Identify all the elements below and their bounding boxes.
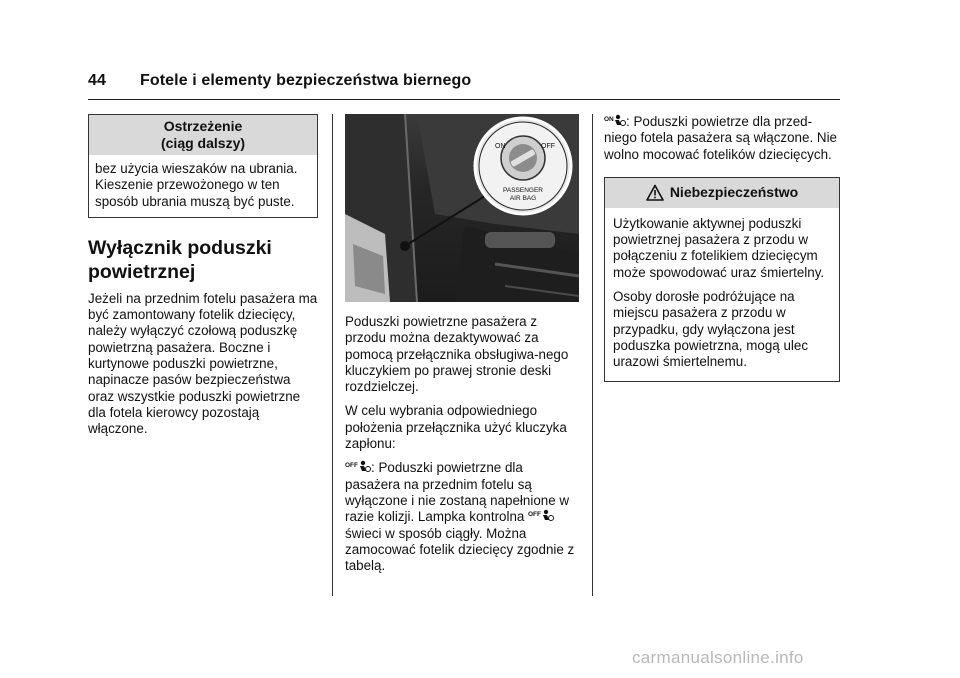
- para-airbag-on: [604, 114, 840, 163]
- page-number: 44: [88, 72, 106, 89]
- airbag-off-icon: [345, 460, 371, 473]
- para-deactivation: Poduszki powietrzne pasażera z przodu można dezaktywować za pomocą przełącznika obsługiwa-nego kluczykiem po prawej stronie deski rozdzielczej.: [345, 314, 569, 395]
- para-airbag-off: [345, 460, 581, 574]
- switch-label-line1: PASSENGER: [503, 187, 543, 194]
- para-key-usage: W celu wybrania odpowiedniego położenia przełącznika użyć kluczyka zapłonu:: [345, 403, 567, 452]
- danger-box: [604, 177, 840, 382]
- column-divider-1: [332, 114, 333, 596]
- warning-box-text: bez użycia wieszaków na ubrania. Kieszenie przewożonego w ten sposób ubrania muszą być puste.: [95, 161, 298, 209]
- column-2: [345, 114, 581, 582]
- airbag-on-icon: [604, 114, 626, 127]
- airbag-switch-photo: [345, 114, 579, 302]
- column-1: [88, 114, 318, 438]
- warning-box: [88, 114, 318, 218]
- airbag-off-text-a: : Poduszki powietrzne dla pasażera na przednim fotelu są wyłączone i nie zostaną napełnione w razie kolizji. Lampka kontrolna: [345, 460, 570, 525]
- page-title: Fotele i elementy bezpieczeństwa biernego: [140, 72, 472, 89]
- svg-text:OFF: OFF: [528, 511, 542, 519]
- airbag-switch-illustration: [345, 114, 579, 302]
- svg-text:OFF: OFF: [345, 462, 358, 470]
- switch-on-label: ON: [495, 143, 506, 150]
- airbag-off-indicator-icon: [528, 509, 554, 522]
- page-header: [88, 72, 840, 90]
- switch-label-line2: AIR BAG: [509, 195, 537, 202]
- danger-box-header: [605, 178, 839, 208]
- danger-box-body: [605, 208, 839, 381]
- danger-text-1: Użytkowanie aktywnej poduszki powietrznej pasażera z przodu w połączeniu z fotelikiem dziecięcym może spowodować uraz śmiertelny.: [613, 215, 825, 280]
- switch-off-label: OFF: [541, 143, 555, 150]
- column-3: [604, 114, 840, 382]
- svg-text:ON: ON: [604, 116, 614, 123]
- watermark: carmanualsonline.info: [632, 648, 804, 667]
- danger-text-2: Osoby dorosłe podróżujące na miejscu pasażera z przodu w przypadku, gdy wyłączona jest poduszka powietrzna, mogą ulec urazowi śmiertelnemu.: [613, 289, 809, 370]
- header-rule: [88, 99, 840, 100]
- airbag-on-text: : Poduszki powietrze dla przed-niego fotela pasażera są włączone. Nie wolno mocować fotelików dziecięcych.: [604, 114, 837, 162]
- column-divider-2: [592, 114, 593, 596]
- warning-box-header: [89, 115, 317, 155]
- warning-box-subtitle: (ciąg dalszy): [160, 135, 246, 151]
- warning-box-title: Ostrzeżenie: [163, 118, 243, 134]
- warning-triangle-icon: [646, 184, 664, 202]
- warning-box-body: [89, 155, 317, 217]
- section-title: Wyłącznik poduszki powietrznej: [88, 236, 272, 283]
- section-body: Jeżeli na przednim fotelu pasażera ma być zamontowany fotelik dziecięcy, należy wyłączyć czołową poduszkę powietrzną pasażera. Boczne i kurtynowe poduszki powietrzne, napinacze pasów bezpieczeństwa oraz wszystkie poduszki powietrzne dla fotela kierowcy pozostają włączone.: [88, 290, 318, 437]
- danger-box-title: Niebezpieczeństwo: [669, 184, 799, 201]
- airbag-off-text-b: świeci w sposób ciągły. Można zamocować fotelik dziecięcy zgodnie z tabelą.: [345, 525, 575, 574]
